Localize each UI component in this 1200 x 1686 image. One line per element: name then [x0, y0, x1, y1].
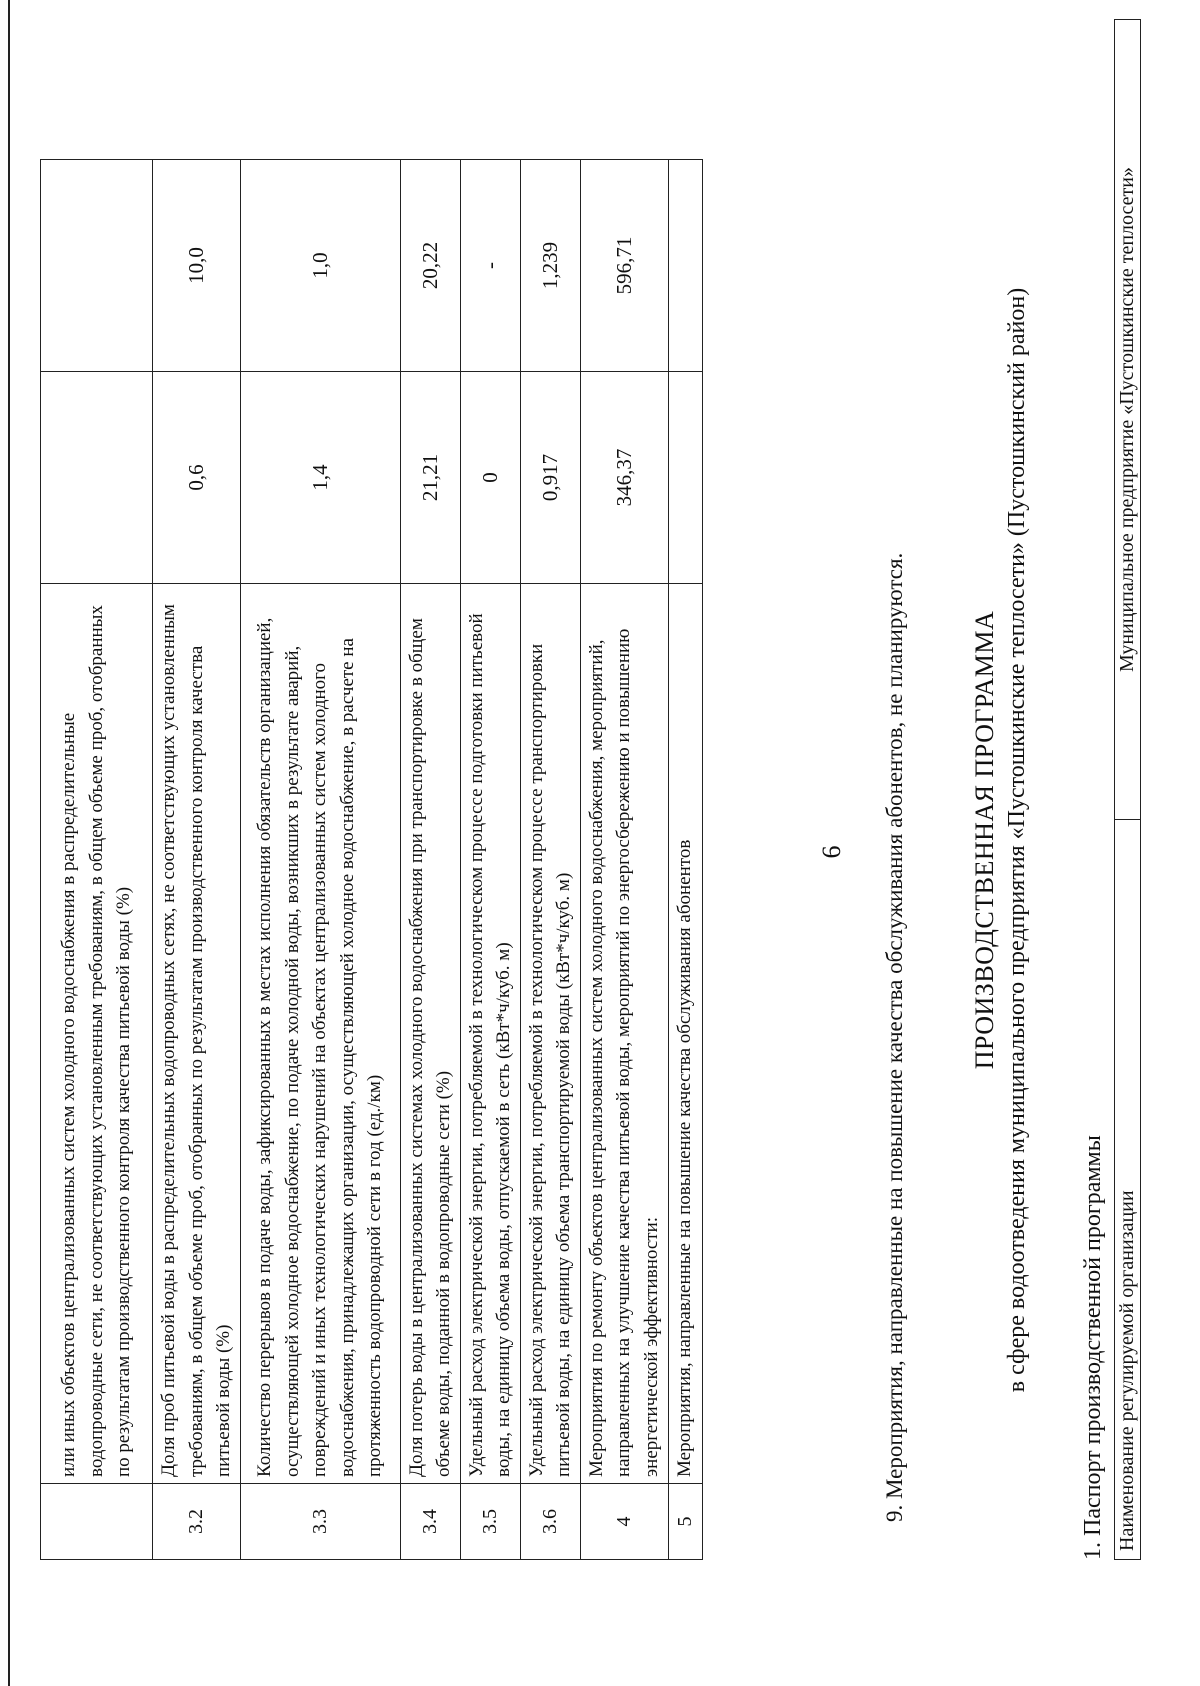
table-row [1115, 20, 1141, 1560]
row-value-2: 596,71 [580, 160, 668, 372]
row-number: 3.6 [520, 1484, 580, 1560]
row-description: или иных объектов централизованных систем холодного водоснабжения в распределительные водопроводные сети, не соответствующих установленным требованиям, в общем объеме проб, отобранных по результатам производственного контроля качества питьевой воды (%) [41, 584, 153, 1484]
table-row [460, 160, 520, 1560]
row-value-2: 10,0 [153, 160, 241, 372]
page-number-wrap [812, 832, 852, 872]
row-value-1: 1,4 [240, 372, 400, 584]
passport-value: Муниципальное предприятие «Пустошкинские теплосети» [1115, 20, 1141, 820]
page-number-text: 6 [817, 845, 846, 859]
row-value-1: 0 [460, 372, 520, 584]
row-value-1: 0,917 [520, 372, 580, 584]
row-description: Доля потерь воды в централизованных системах холодного водоснабжения при транспортировке в общем объеме воды, поданной в водопроводные сети (%) [400, 584, 460, 1484]
row-value-1 [41, 372, 153, 584]
row-value-2: - [460, 160, 520, 372]
row-number: 3.5 [460, 1484, 520, 1560]
row-value-2: 1,0 [240, 160, 400, 372]
section-title: 1. Паспорт производственной программы [1080, 1135, 1106, 1560]
table-row [400, 160, 460, 1560]
row-description: Мероприятия, направленные на повышение качества обслуживания абонентов [668, 584, 702, 1484]
row-value-1 [668, 372, 702, 584]
row-number: 3.4 [400, 1484, 460, 1560]
note-paragraph: 9. Мероприятия, направленные на повышение качества обслуживания абонентов, не планируются. [882, 552, 907, 1522]
row-value-2 [668, 160, 702, 372]
rotated-content [40, 40, 1160, 1640]
row-description: Количество перерывов в подаче воды, зафиксированных в местах исполнения обязательств организацией, осуществляющей холодное водоснабжение, по подаче холодной воды, возникших в результате аварий, повреждений и иных технологических нарушений на объектах централизованных систем холодного водоснабжения, принадлежащих организации, осуществляющей холодное водоснабжение, в расчете на протяженность водопроводной сети в год (ед./км) [240, 584, 400, 1484]
row-description: Удельный расход электрической энергии, потребляемой в технологическом процессе транспортировки питьевой воды, на единицу объема транспортируемой воды (кВт*ч/куб. м) [520, 584, 580, 1484]
row-number: 3.3 [240, 1484, 400, 1560]
row-description: Мероприятия по ремонту объектов централизованных систем холодного водоснабжения, мероприятий, направленных на улучшение качества питьевой воды, мероприятий по энергосбережению и повышению энергетической эффективности: [580, 584, 668, 1484]
program-subtitle: в сфере водоотведения муниципального предприятия «Пустошкинские теплосети» (Пустошкинский район) [1004, 287, 1030, 1393]
passport-label: Наименование регулируемой организации [1115, 820, 1141, 1560]
row-number: 3.2 [153, 1484, 241, 1560]
row-number: 4 [580, 1484, 668, 1560]
row-number: 5 [668, 1484, 702, 1560]
row-value-2: 1,239 [520, 160, 580, 372]
table-row [580, 160, 668, 1560]
row-number [41, 1484, 153, 1560]
table-row [520, 160, 580, 1560]
row-value-2 [41, 160, 153, 372]
row-value-1: 0,6 [153, 372, 241, 584]
row-value-1: 21,21 [400, 372, 460, 584]
row-description: Удельный расход электрической энергии, потребляемой в технологическом процессе подготовки питьевой воды, на единицу объема воды, отпускаемой в сеть (кВт*ч/куб. м) [460, 584, 520, 1484]
table-row [668, 160, 702, 1560]
scan-edge-line [8, 0, 10, 1686]
table-row [153, 160, 241, 1560]
row-value-1: 346,37 [580, 372, 668, 584]
indicators-table [40, 159, 703, 1560]
row-description: Доля проб питьевой воды в распределительных водопроводных сетях, не соответствующих установленным требованиям, в общем объеме проб, отобранных по результатам производственного контроля качества питьевой воды (%) [153, 584, 241, 1484]
program-title: ПРОИЗВОДСТВЕННАЯ ПРОГРАММА [970, 610, 999, 1070]
table-row [41, 160, 153, 1560]
table-row [240, 160, 400, 1560]
passport-table [1114, 19, 1141, 1560]
row-value-2: 20,22 [400, 160, 460, 372]
